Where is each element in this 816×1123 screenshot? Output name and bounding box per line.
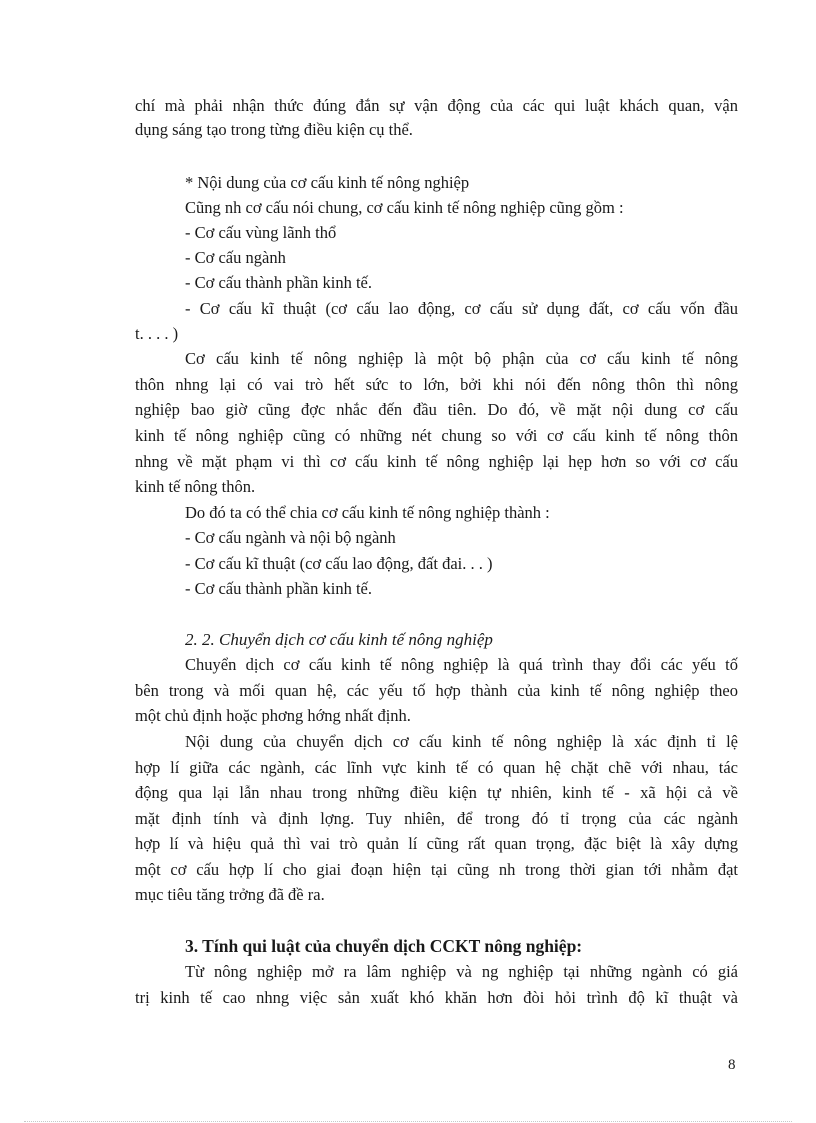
text-line: mặt định tính và định lợng. Tuy nhiên, để trong đó tỉ trọng của các ngành [135,809,738,828]
page-bottom-divider [24,1121,792,1122]
text-line: kinh tế nông nghiệp cũng có những nét chung so với cơ cấu kinh tế nông thôn [135,426,738,445]
text-line: kinh tế nông thôn. [135,477,256,496]
text-line: thôn nhng lại có vai trò hết sức to lớn, bởi khi nói đến nông thôn thì nông [135,375,738,394]
text-line: Cũng nh cơ cấu nói chung, cơ cấu kinh tế nông nghiệp cũng gồm : [185,198,624,217]
list-item: - Cơ cấu vùng lãnh thổ [185,223,337,242]
text-line: Từ nông nghiệp mở ra lâm nghiệp và ng nghiệp tại những ngành có giá [185,962,738,981]
text-line: Chuyển dịch cơ cấu kinh tế nông nghiệp là quá trình thay đổi các yếu tố [185,655,738,674]
list-item: - Cơ cấu thành phần kinh tế. [185,579,372,598]
text-line: t. . . . ) [135,324,179,343]
section-label: * Nội dung của cơ cấu kinh tế nông nghiệp [185,173,470,192]
text-line: mục tiêu tăng trởng đã đề ra. [135,885,325,904]
text-line: trị kinh tế cao nhng việc sản xuất khó khăn hơn đòi hỏi trình độ kĩ thuật và [135,988,738,1007]
list-item: - Cơ cấu kĩ thuật (cơ cấu lao động, cơ cấu sử dụng đất, cơ cấu vốn đầu [185,299,738,318]
section-heading: 3. Tính qui luật của chuyển dịch CCKT nông nghiệp: [185,936,583,956]
subsection-heading: 2. 2. Chuyển dịch cơ cấu kinh tế nông nghiệp [185,630,493,649]
text-line: bên trong và mối quan hệ, các yếu tố hợp thành của kinh tế nông nghiệp theo [135,681,738,700]
text-line: hợp lí và hiệu quả thì vai trò quản lí cũng rất quan trọng, đặc biệt là xây dựng [135,834,738,853]
text-line: Nội dung của chuyển dịch cơ cấu kinh tế nông nghiệp là xác định tỉ lệ [185,732,738,751]
list-item: - Cơ cấu ngành [185,248,286,267]
text-line: chí mà phải nhận thức đúng đắn sự vận động của các qui luật khách quan, vận [135,96,738,115]
list-item: - Cơ cấu ngành và nội bộ ngành [185,528,396,547]
text-line: nghiệp bao giờ cũng đợc nhắc đến đầu tiên. Do đó, về mặt nội dung cơ cấu [135,400,738,419]
text-line: dụng sáng tạo trong từng điều kiện cụ thể. [135,120,413,139]
list-item: - Cơ cấu kĩ thuật (cơ cấu lao động, đất đai. . . ) [185,554,493,573]
text-line: nhng về mặt phạm vi thì cơ cấu kinh tế nông nghiệp lại hẹp hơn so với cơ cấu [135,452,738,471]
text-line: một chủ định hoặc phơng hớng nhất định. [135,706,411,725]
list-item: - Cơ cấu thành phần kinh tế. [185,273,372,292]
text-line: một cơ cấu hợp lí cho giai đoạn hiện tại cũng nh trong thời gian tới nhằm đạt [135,860,738,879]
text-line: Cơ cấu kinh tế nông nghiệp là một bộ phận của cơ cấu kinh tế nông [185,349,738,368]
text-line: động qua lại lẫn nhau trong những điều kiện tự nhiên, kinh tế - xã hội cả về [135,783,738,802]
page-number: 8 [728,1057,736,1073]
text-line: Do đó ta có thể chia cơ cấu kinh tế nông nghiệp thành : [185,503,550,522]
text-line: hợp lí giữa các ngành, các lĩnh vực kinh tế có quan hệ chặt chẽ với nhau, tác [135,758,738,777]
